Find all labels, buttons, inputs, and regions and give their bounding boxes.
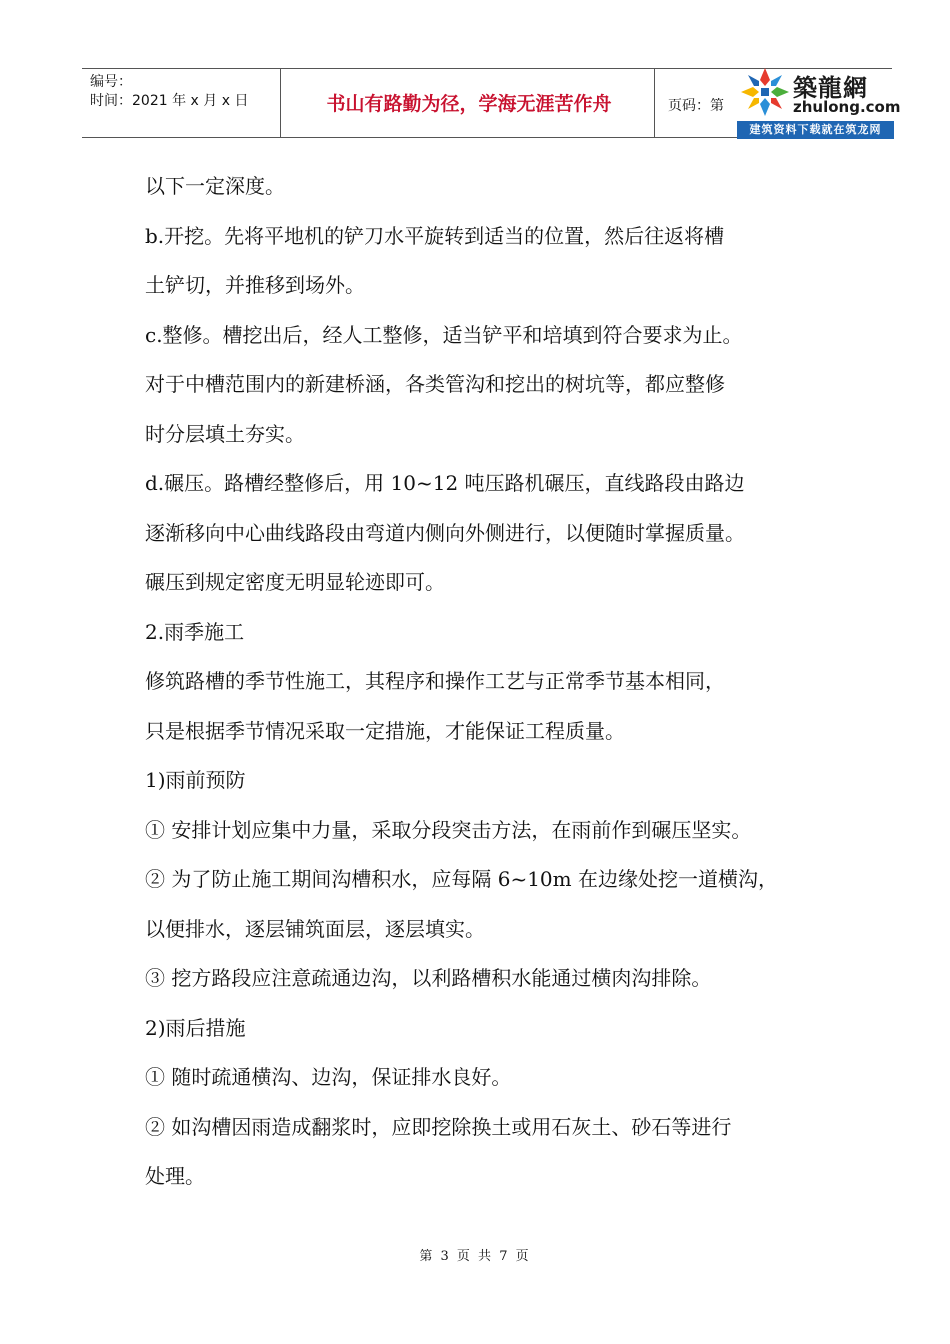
paragraph-line: 碾压到规定密度无明显轮迹即可。 <box>145 570 445 594</box>
serial-number-label: 编号： <box>90 74 132 90</box>
document-body <box>145 162 825 1202</box>
paragraph-line: b.开挖。先将平地机的铲刀水平旋转到适当的位置，然后往返将槽 <box>145 223 725 248</box>
list-item: ① 随时疏通横沟、边沟，保证排水良好。 <box>145 1065 512 1089</box>
page-number-label: 页码：第 <box>668 98 724 114</box>
page-header <box>82 68 901 138</box>
paragraph-line: 土铲切，并推移到场外。 <box>145 273 365 297</box>
paragraph-line: 以下一定深度。 <box>145 174 285 198</box>
list-item: ② 如沟槽因雨造成翻浆时，应即挖除换土或用石灰土、砂石等进行 <box>145 1114 732 1139</box>
list-item: ② 为了防止施工期间沟槽积水，应每隔 6~10m 在边缘处挖一道横沟， <box>145 867 778 891</box>
header-motto: 书山有路勤为径，学海无涯苦作舟 <box>326 93 612 115</box>
paragraph-line: c.整修。槽挖出后，经人工整修，适当铲平和培填到符合要求为止。 <box>145 322 743 347</box>
list-item: ① 安排计划应集中力量，采取分段突击方法，在雨前作到碾压坚实。 <box>145 817 752 842</box>
paragraph-line: 只是根据季节情况采取一定措施，才能保证工程质量。 <box>145 718 625 743</box>
paragraph-line: 处理。 <box>145 1164 205 1188</box>
snowflake-logo-icon <box>739 66 791 118</box>
logo-tagline: 建筑资料下载就在筑龙网 <box>737 121 894 139</box>
logo-url: zhulong.com <box>793 98 901 116</box>
paragraph-line: 逐渐移向中心曲线路段由弯道内侧向外侧进行，以便随时掌握质量。 <box>145 520 745 545</box>
paragraph-line: 修筑路槽的季节性施工，其程序和操作工艺与正常季节基本相同， <box>145 669 725 693</box>
subsection-heading: 2)雨后措施 <box>145 1015 246 1040</box>
paragraph-line: 对于中槽范围内的新建桥涵，各类管沟和挖出的树坑等，都应整修 <box>145 372 725 396</box>
subsection-heading: 1)雨前预防 <box>145 768 246 792</box>
list-item: ③ 挖方路段应注意疏通边沟，以利路槽积水能通过横肉沟排除。 <box>145 966 712 990</box>
header-divider <box>654 69 655 137</box>
paragraph-line: 以便排水，逐层铺筑面层，逐层填实。 <box>145 916 485 941</box>
logo-name: 築龍網 <box>793 73 868 102</box>
date-text: 时间：2021 年 x 月 x 日 <box>90 93 249 109</box>
paragraph-line: d.碾压。路槽经整修后，用 10~12 吨压路机碾压，直线路段由路边 <box>145 471 745 495</box>
page-footer: 第 3 页 共 7 页 <box>419 1249 531 1264</box>
zhulong-logo <box>737 64 901 144</box>
section-heading: 2.雨季施工 <box>145 619 245 644</box>
paragraph-line: 时分层填土夯实。 <box>145 421 305 446</box>
header-divider <box>280 69 281 137</box>
header-meta <box>90 73 280 111</box>
